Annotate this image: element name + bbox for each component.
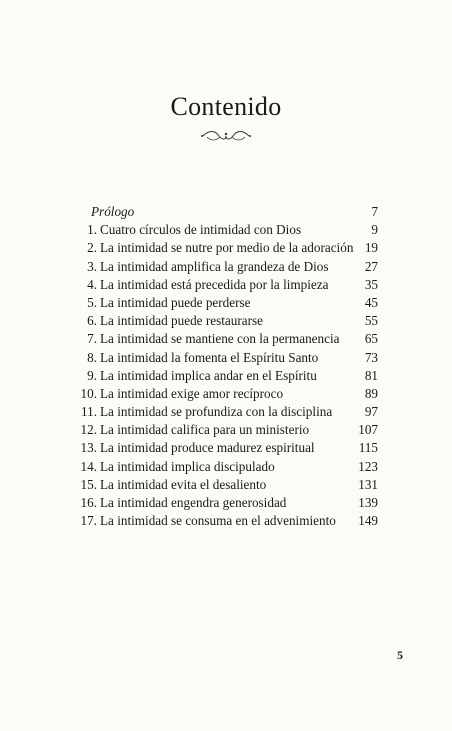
toc-chapter-number: 5. (87, 294, 97, 310)
toc-page-number: 19 (364, 240, 378, 256)
toc-chapter-number: 4. (87, 276, 97, 292)
toc-chapter-title: La intimidad está precedida por la limpieza (100, 276, 329, 292)
toc-entry[interactable] (78, 367, 378, 385)
toc-chapter-number: 7. (87, 331, 97, 347)
toc-prologue[interactable] (78, 203, 378, 221)
toc-page-number: 45 (364, 294, 378, 310)
toc-entry[interactable] (78, 385, 378, 403)
toc-page-number: 149 (358, 513, 378, 529)
table-of-contents (78, 203, 378, 530)
toc-chapter-number: 12. (80, 422, 97, 438)
toc-chapter-number: 14. (80, 458, 97, 474)
toc-chapter-number: 17. (80, 513, 97, 529)
toc-chapter-title: La intimidad exige amor recíproco (100, 385, 284, 401)
toc-chapter-title: La intimidad produce madurez espiritual (100, 440, 315, 456)
toc-entry[interactable] (78, 403, 378, 421)
page-number: 5 (397, 648, 403, 662)
toc-chapter-title: La intimidad puede perderse (100, 294, 251, 310)
toc-chapter-number: 13. (80, 440, 97, 456)
toc-chapter-number: 10. (80, 385, 97, 401)
toc-page-number: 55 (364, 313, 378, 329)
toc-chapter-title: La intimidad amplifica la grandeza de Dios (100, 258, 329, 274)
toc-chapter-title: La intimidad implica discipulado (100, 458, 275, 474)
toc-chapter-title: La intimidad se nutre por medio de la adoración (100, 240, 354, 256)
toc-entry[interactable] (78, 294, 378, 312)
toc-chapter-title: La intimidad evita el desaliento (100, 476, 267, 492)
toc-entry[interactable] (78, 494, 378, 512)
toc-entry[interactable] (78, 221, 378, 239)
toc-page-number: 27 (364, 258, 378, 274)
toc-chapter-title: La intimidad califica para un ministerio (100, 422, 310, 438)
toc-chapter-title: La intimidad implica andar en el Espíritu (100, 367, 317, 383)
toc-chapter-number: 11. (81, 404, 97, 420)
toc-page-number: 115 (358, 440, 378, 456)
toc-entry[interactable] (78, 276, 378, 294)
toc-page-number: 107 (358, 422, 378, 438)
toc-chapter-number: 8. (87, 349, 97, 365)
toc-page-number: 131 (358, 476, 378, 492)
scroll-flourish-icon (199, 128, 253, 144)
toc-prologue-label: Prólogo (91, 204, 135, 219)
toc-entry[interactable] (78, 439, 378, 457)
toc-page-number: 9 (371, 222, 378, 238)
toc-page-number: 65 (364, 331, 378, 347)
toc-entry[interactable] (78, 458, 378, 476)
toc-chapter-number: 3. (87, 258, 97, 274)
toc-entry[interactable] (78, 330, 378, 348)
toc-chapter-title: Cuatro círculos de intimidad con Dios (100, 222, 302, 238)
toc-page-number: 139 (358, 495, 378, 510)
toc-chapter-number: 6. (87, 313, 97, 329)
toc-chapter-number: 9. (87, 367, 97, 383)
toc-entry[interactable] (78, 312, 378, 330)
toc-chapter-title: La intimidad la fomenta el Espíritu Santo (100, 349, 319, 365)
toc-chapter-number: 1. (87, 222, 97, 238)
toc-entry[interactable] (78, 258, 378, 276)
toc-entry[interactable] (78, 349, 378, 367)
page-title: Contenido (170, 92, 282, 121)
toc-page-number: 123 (358, 458, 378, 474)
toc-entry[interactable] (78, 421, 378, 439)
toc-page-number: 7 (371, 204, 378, 219)
toc-chapter-title: La intimidad se profundiza con la disciplina (100, 404, 333, 420)
toc-page-number: 35 (364, 276, 378, 292)
toc-chapter-number: 15. (80, 476, 97, 492)
toc-page-number: 81 (364, 367, 378, 383)
toc-chapter-title: La intimidad se mantiene con la permanencia (100, 331, 340, 347)
toc-chapter-title: La intimidad engendra generosidad (100, 495, 287, 510)
toc-chapter-title: La intimidad se consuma en el advenimiento (100, 513, 336, 529)
toc-entry[interactable] (78, 239, 378, 257)
toc-chapter-number: 16. (80, 495, 97, 510)
toc-chapter-title: La intimidad puede restaurarse (100, 313, 263, 329)
toc-page-number: 97 (364, 404, 378, 420)
toc-page-number: 73 (364, 349, 378, 365)
toc-page-number: 89 (364, 385, 378, 401)
toc-entry[interactable] (78, 476, 378, 494)
toc-chapter-number: 2. (87, 240, 97, 256)
toc-entry[interactable] (78, 512, 378, 530)
